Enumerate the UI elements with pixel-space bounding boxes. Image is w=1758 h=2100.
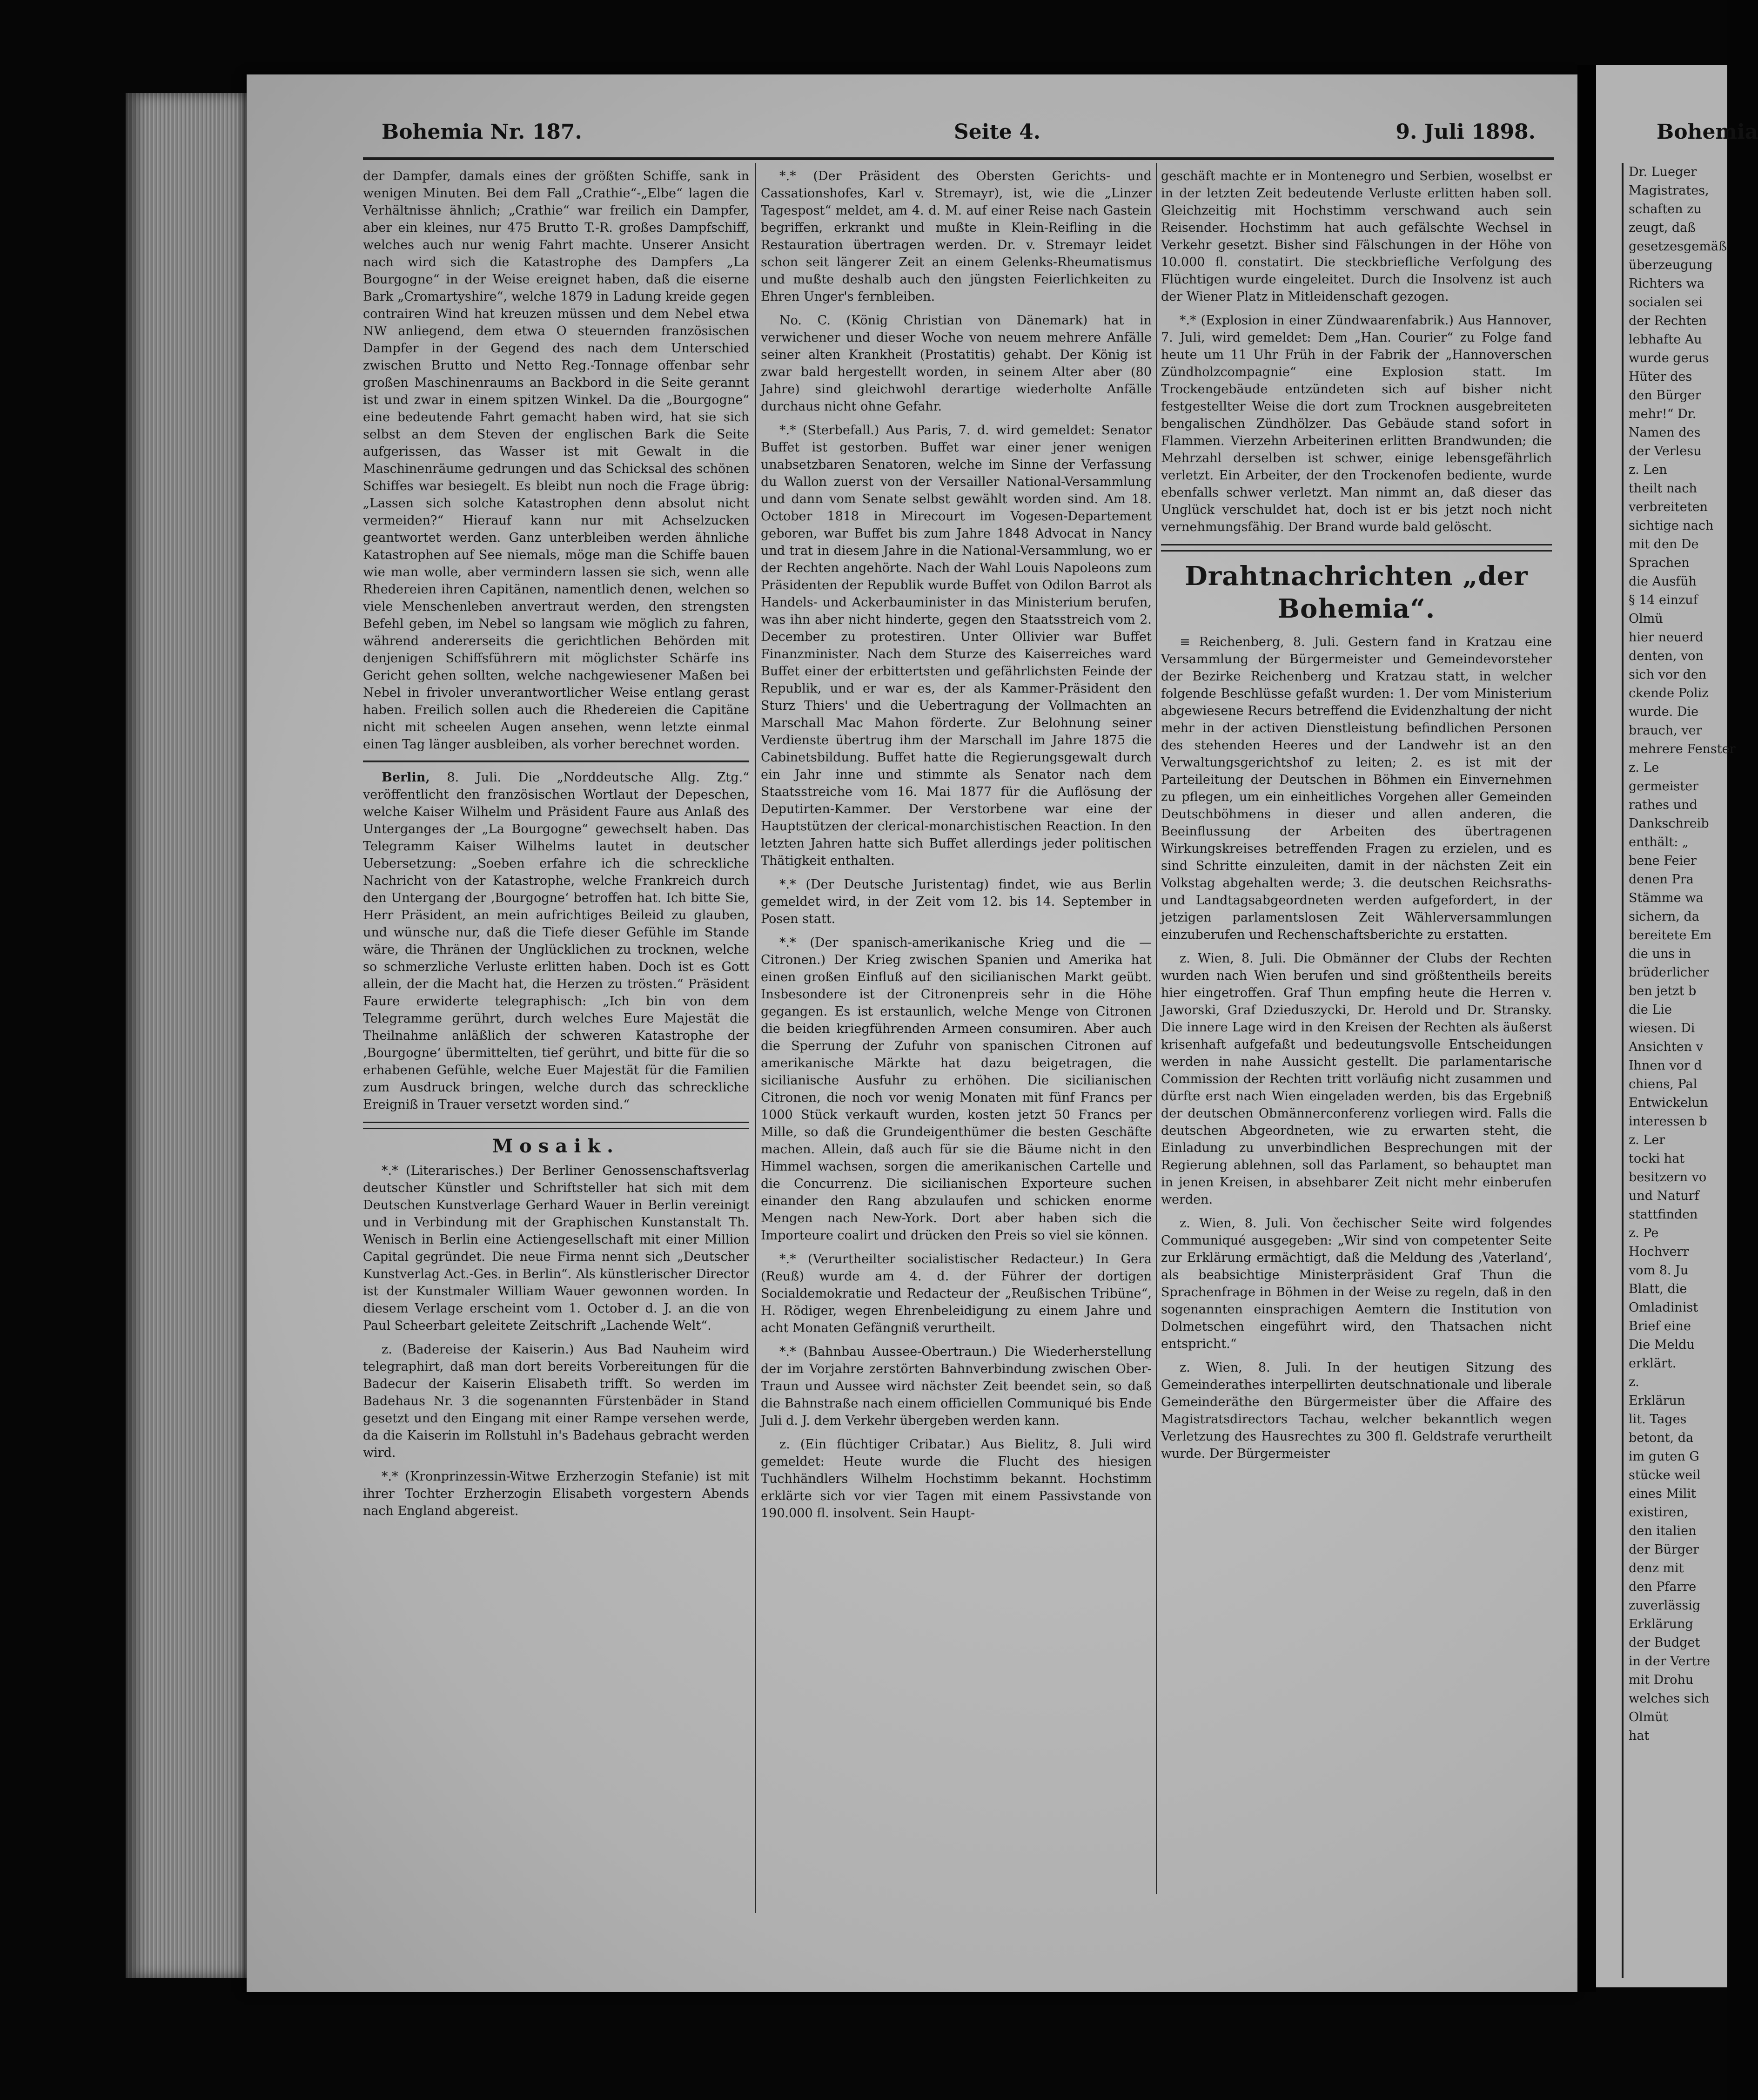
column-rule	[1156, 163, 1157, 1894]
facing-page-line: hier neuerd	[1629, 630, 1704, 645]
facing-page-line: bene Feier	[1629, 854, 1697, 868]
facing-page-line: Ihnen vor d	[1629, 1058, 1702, 1073]
article-praesident: *.* (Der Präsident des Obersten Gerichts- und Cassationshofes, Karl v. Stremayr), ist, wie die „Linzer Tagespost“ meldet, am 4. d. M. auf einer Reise nach Gastein begriffen, erkrankt und mußte in Klein-Reifling in die Restauration übertragen werden. Dr. v. Stremayr leidet schon seit längerer Zeit an einem Gelenks-Rheumatismus und mußte deshalb auch den jüngsten Feierlichkeiten zu Ehren Unger's fernbleiben.	[761, 169, 1152, 304]
facing-page-line: mit Drohu	[1629, 1673, 1694, 1687]
facing-page-line: besitzern vo	[1629, 1170, 1707, 1185]
article-kronprinzessin: *.* (Kronprinzessin-Witwe Erzherzogin Stefanie) ist mit ihrer Tochter Erzherzogin Elisabeth vorgestern Abends nach England abgereist.	[363, 1469, 749, 1518]
article-redacteur: *.* (Verurtheilter socialistischer Redacteur.) In Gera (Reuß) wurde am 4. d. der Führer der dortigen Socialdemokratie und Redacteur der „Reußischen Tribüne“, H. Rödiger, wegen Ehrenbeleidigung zu einem Jahre und acht Monaten Gefängniß verurtheilt.	[761, 1252, 1152, 1335]
facing-page-line: den Pfarre	[1629, 1580, 1697, 1594]
facing-page-line: gesetzesgemäß	[1629, 239, 1727, 254]
facing-page-line: die Lie	[1629, 1003, 1672, 1017]
article-explosion: *.* (Explosion in einer Zündwaarenfabrik.) Aus Hannover, 7. Juli, wird gemeldet: Dem „Han. Courier“ zu Folge fand heute um 11 Uhr Früh in der Fabrik der „Hannoverschen Zündholzcompagnie“ eine Explosion statt. Im Trockengebäude entzündeten sich auf bisher nicht festgestellter Weise die dort zum Trocknen ausgebreiteten bengalischen Zündhölzer. Das Gebäude stand sofort in Flammen. Vierzehn Arbeiterinen erlitten Brandwunden; die Mehrzahl derselben ist schwer, einige lebensgefährlich verletzt. Ein Arbeiter, der den Trockenofen bediente, wurde ebenfalls schwer verletzt. Man nimmt an, daß dieser das Unglück verschuldet hat, doch ist er bis jetzt noch nicht vernehmungsfähig. Der Brand wurde bald gelöscht.	[1161, 313, 1552, 534]
facing-page-line: und Naturf	[1629, 1189, 1699, 1203]
article-sterbefall: *.* (Sterbefall.) Aus Paris, 7. d. wird gemeldet: Senator Buffet ist gestorben. Buffet war einer jener wenigen unabsetzbaren Senatoren, welche im Sinne der Verfassung du Wallon zuerst von der Versailler National-Versammlung und dann vom Senate selbst gewählt worden sind. Am 18. October 1818 in Mirecourt im Vogesen-Departement geboren, war Buffet bis zum Jahre 1848 Advocat in Nancy und trat in diesem Jahre in die National-Versammlung, wo er der Rechten angehörte. Nach der Wahl Louis Napoleons zum Präsidenten der Republik wurde Buffet von Odilon Barrot als Handels- und Ackerbauminister in das Ministerium berufen, was ihn aber nicht hinderte, gegen den Staatsstreich vom 2. December zu protestiren. Unter Ollivier war Buffet Finanzminister. Nach dem Sturze des Kaiserreiches ward Buffet einer der erbittertsten und gefährlichsten Feinde der Republik, und er war es, der als Kammer-Präsident den Sturz Thiers' und die Uebertragung der Vollmachten an Marschall Mac Mahon förderte. Zur Belohnung seiner Verdienste übertrug ihm der Marschall im Jahre 1875 die Cabinetsbildung. Buffet hatte die Regierungsgewalt durch ein Jahr inne und stimmte als Senator nach dem Staatsstreiche vom 16. Mai 1877 für die Auflösung der Deputirten-Kammer. Der Verstorbene war eine der Hauptstützen der clerical-monarchistischen Reaction. In den letzten Jahren hatte sich Buffet allerdings jeder politischen Thätigkeit enthalten.	[761, 423, 1152, 868]
column-3	[1161, 168, 1552, 1469]
facing-page-line: z. Pe	[1629, 1226, 1659, 1240]
facing-page-line: erklärt.	[1629, 1356, 1677, 1371]
facing-page-line: zeugt, daß	[1629, 221, 1696, 235]
facing-page-line: sichtige nach	[1629, 518, 1714, 533]
dateline: Berlin,	[382, 770, 430, 785]
article-wien-1: z. Wien, 8. Juli. Die Obmänner der Clubs der Rechten wurden nach Wien berufen und sind größtentheils bereits hier eingetroffen. Graf Thun empfing heute die Herren v. Jaworski, Graf Dzieduszycki, Dr. Herold und Dr. Stransky. Die innere Lage wird in den Kreisen der Rechten als äußerst krisenhaft aufgefaßt und bedeutungsvolle Entscheidungen werden in nahe Aussicht gestellt. Die parlamentarische Commission der Rechten tritt vorläufig nicht zusammen und dürfte erst nach Wien eingeladen werden, bis das Ergebniß der deutschen Obmännerconferenz vorliegen wird. Falls die deutschen Abgeordneten, wie zu erwarten steht, die Einladung zu unverbindlichen Besprechungen mit der Regierung ablehnen, soll das Parlament, so behauptet man in jenen Kreisen, in absehbarer Zeit nicht mehr einberufen werden.	[1161, 951, 1552, 1207]
facing-page-line: Blatt, die	[1629, 1282, 1687, 1296]
section-rule	[1161, 544, 1552, 552]
article-badereise: z. (Badereise der Kaiserin.) Aus Bad Nauheim wird telegraphirt, daß man dort bereits Vorbereitungen für die Badecur der Kaiserin Elisabeth trifft. So werden im Badehaus Nr. 3 die sogenannten Fürstenbäder in Stand gesetzt und den Eingang mit einer Rampe versehen werde, da die Kaiserin im Rollstuhl in's Badehaus gebracht werden wird.	[363, 1342, 749, 1460]
facing-page-line: denten, von	[1629, 649, 1704, 663]
masthead-issue: Bohemia Nr. 187.	[382, 120, 582, 144]
facing-page-line: lebhafte Au	[1629, 332, 1702, 347]
facing-page-line: interessen b	[1629, 1114, 1707, 1129]
facing-page-line: brüderlicher	[1629, 965, 1709, 980]
facing-page-line: Richters wa	[1629, 276, 1704, 291]
facing-page-line: Hochverr	[1629, 1245, 1689, 1259]
facing-page-line: zuverlässig	[1629, 1598, 1701, 1613]
article-wien-2: z. Wien, 8. Juli. Von čechischer Seite wird folgendes Communiqué ausgegeben: „Wir sind von competenter Seite zur Erklärung ermächtigt, daß die Meldung des ‚Vaterland‘, als beabsichtige Ministerpräsident Graf Thun die Sprachenfrage in Böhmen in der Weise zu regeln, daß in den sogenannten einsprachigen Aemtern die Institution von Dolmetschen eingeführt wird, den Thatsachen nicht entspricht.“	[1161, 1216, 1552, 1351]
article-bahnbau: *.* (Bahnbau Aussee-Obertraun.) Die Wiederherstellung der im Vorjahre zerstörten Bahnverbindung zwischen Ober-Traun und Aussee wird nächster Zeit beendet sein, so daß die Bahnstraße nach einem officiellen Communiqué bis Ende Juli d. J. dem Verkehr übergeben werden kann.	[761, 1345, 1152, 1428]
facing-page-line: § 14 einzuf	[1629, 593, 1698, 607]
facing-page-line: Hüter des	[1629, 370, 1692, 384]
facing-page-line: der Budget	[1629, 1636, 1700, 1650]
facing-page-line: enthält: „	[1629, 835, 1689, 849]
facing-page-line: schaften zu	[1629, 202, 1702, 216]
facing-page-line: Sprachen	[1629, 556, 1690, 570]
book-gutter	[1577, 65, 1596, 1992]
facing-page-line: Ansichten v	[1629, 1040, 1703, 1054]
facing-page-line: den Bürger	[1629, 388, 1701, 403]
book-page-edges	[126, 93, 256, 1978]
column-1	[363, 168, 749, 1526]
facing-page-line: wurde. Die	[1629, 705, 1699, 719]
facing-page-line: Omladinist	[1629, 1300, 1698, 1315]
article-literary: *.* (Literarisches.) Der Berliner Genossenschaftsverlag deutscher Künstler und Schriftsteller hat sich mit dem Deutschen Kunstverlage Gerhard Wauer in Berlin vereinigt und in Verbindung mit der Graphischen Kunstanstalt Th. Wenisch in Berlin eine Actiengesellschaft mit einer Million Capital gegründet. Die neue Firma nennt sich „Deutscher Kunstverlag Act.-Ges. in Berlin“. Als künstlerischer Director ist der Kunstmaler William Wauer gewonnen worden. In diesem Verlage erscheint vom 1. October d. J. an die von Paul Scheerbart geleitete Zeitschrift „Lachende Welt“.	[363, 1164, 749, 1333]
article-berlin	[363, 769, 749, 1113]
facing-page-line: wurde gerus	[1629, 351, 1709, 365]
facing-page-line: bereitete Em	[1629, 928, 1712, 942]
facing-page-line: ckende Poliz	[1629, 686, 1709, 700]
facing-page-line: mehrere Fenster	[1629, 742, 1736, 756]
article-reichenberg: ≡ Reichenberg, 8. Juli. Gestern fand in Kratzau eine Versammlung der Bürgermeister und Gemeindevorsteher der Bezirke Reichenberg und Kratzau statt, in welcher folgende Beschlüsse gefaßt wurden: 1. Der vom Ministerium abgewiesene Recurs betreffend die Evidenzhaltung der nicht mehr in der activen Dienstleistung befindlichen Personen des stehenden Heeres und der Landwehr ist an den Verwaltungsgerichtshof zu leiten; 2. es ist mit der Parteileitung der Deutschen in Böhmen ein Einvernehmen zu pflegen, um ein einheitliches Vorgehen aller Gemeinden Deutschböhmens in dieser und allen anderen, die Beeinflussung der Arbeiten des übertragenen Wirkungskreises betreffenden Fragen zu erzielen, und es sind Schritte einzuleiten, damit in der nächsten Zeit ein Volkstag abgehalten werde; 3. die deutschen Reichsraths- und Landtagsabgeordneten werden aufgefordert, in der jetzigen parlamentslosen Zeit Wählerversammlungen einzuberufen und Rechenschaftsberichte zu erstatten.	[1161, 635, 1552, 942]
facing-page-line: der Verlesu	[1629, 444, 1702, 458]
facing-page-line: z. Le	[1629, 761, 1659, 775]
article-body: 8. Juli. Die „Norddeutsche Allg. Ztg.“ veröffentlicht den französischen Wortlaut der Depeschen, welche Kaiser Wilhelm und Präsident Faure aus Anlaß des Unterganges der „La Bourgogne“ gewechselt haben. Das Telegramm Kaiser Wilhelms lautet in deutscher Uebersetzung: „Soeben erfahre ich die schreckliche Nachricht von der Katastrophe, welche Frankreich durch den Untergang der ‚Bourgogne‘ betroffen hat. Ich bitte Sie, Herr Präsident, an mein aufrichtiges Beileid zu glauben, und wünsche nur, daß die Tiefe dieser Gefühle im Stande wäre, die Thränen der Unglücklichen zu trocknen, welche so schmerzliche Verluste erlitten haben. Doch ist es Gott allein, der die Macht hat, die Herzen zu trösten.“ Präsident Faure erwiderte telegraphisch: „Ich bin von dem Telegramme gerührt, durch welches Eure Majestät die Theilnahme anläßlich der schweren Katastrophe der ‚Bourgogne‘ übermittelten, tief gerührt, und bitte für die so erhabenen Gefühle, welche Euer Majestät für die Familien zum Ausdruck bringen, welche durch das schreckliche Ereigniß in Trauer versetzt worden sind.“	[363, 770, 749, 1112]
facing-page-line: den italien	[1629, 1524, 1697, 1538]
facing-page-line: Dr. Lueger	[1629, 165, 1697, 179]
facing-page-line: stattfinden	[1629, 1207, 1698, 1222]
facing-page-line: lit. Tages	[1629, 1412, 1687, 1427]
facing-page-line: brauch, ver	[1629, 723, 1702, 738]
facing-page-line: z. Ler	[1629, 1133, 1665, 1147]
section-rule	[363, 1122, 749, 1129]
facing-page-line: sich vor den	[1629, 667, 1707, 682]
facing-page-line: verbreiteten	[1629, 500, 1708, 514]
facing-page-line: chiens, Pal	[1629, 1077, 1698, 1091]
facing-page-line: hat	[1629, 1729, 1650, 1743]
facing-page-line: Erklärung	[1629, 1617, 1693, 1631]
facing-page-line: theilt nach	[1629, 481, 1697, 496]
article-koenig: No. C. (König Christian von Dänemark) hat in verwichener und dieser Woche von neuem mehrere Anfälle seiner alten Krankheit (Prostatitis) gehabt. Der König ist zwar bald hergestellt worden, in seinem Alter aber (80 Jahre) sind gleichwohl derartige wiederholte Anfälle durchaus nicht ohne Gefahr.	[761, 313, 1152, 414]
facing-page-line: eines Milit	[1629, 1487, 1696, 1501]
running-head	[382, 120, 1536, 153]
section-rule	[363, 761, 749, 762]
facing-page-line: die uns in	[1629, 947, 1691, 961]
facing-page-line: betont, da	[1629, 1431, 1694, 1445]
facing-page-rule	[1622, 163, 1624, 1978]
facing-page-line: die Ausfüh	[1629, 574, 1697, 589]
issue-date: 9. Juli 1898.	[1396, 120, 1536, 144]
section-heading-telegrams: Drahtnachrichten „der Bohemia“.	[1185, 561, 1528, 624]
facing-page-line: Olmüt	[1629, 1710, 1668, 1724]
facing-page-line: tocki hat	[1629, 1151, 1685, 1166]
facing-page-line: mit den De	[1629, 537, 1699, 552]
facing-page-masthead: Bohemia	[1657, 120, 1758, 144]
facing-page-line: sichern, da	[1629, 909, 1699, 924]
article-cribatar: z. (Ein flüchtiger Cribatar.) Aus Bielitz, 8. Juli wird gemeldet: Heute wurde die Flucht des hiesigen Tuchhändlers Wilhelm Hochstimm bekannt. Hochstimm erklärte sich vor vier Tagen mit einem Passivstande von 190.000 fl. insolvent. Sein Haupt-	[761, 1437, 1152, 1521]
facing-page-line: z.	[1629, 1375, 1639, 1389]
column-2	[761, 168, 1152, 1528]
facing-page-line: wiesen. Di	[1629, 1021, 1695, 1036]
facing-page-line: Brief eine	[1629, 1319, 1691, 1333]
facing-page-line: existiren,	[1629, 1505, 1689, 1520]
facing-page-line: rathes und	[1629, 798, 1698, 812]
facing-page-line: Die Meldu	[1629, 1338, 1695, 1352]
facing-page-line: z. Len	[1629, 463, 1667, 477]
facing-page-line: mehr!“ Dr.	[1629, 407, 1697, 421]
column-rule	[755, 163, 756, 1913]
facing-page-line: Erklärun	[1629, 1393, 1685, 1408]
article-juristentag: *.* (Der Deutsche Juristentag) findet, wie aus Berlin gemeldet wird, in der Zeit vom 12. bis 14. September in Posen statt.	[761, 877, 1152, 926]
page-number: Seite 4.	[954, 120, 1041, 144]
article-wien-3: z. Wien, 8. Juli. In der heutigen Sitzung des Gemeinderathes interpellirten deutschnationale und liberale Gemeinderäthe den Bürgermeister über die Affaire des Magistratsdirectors Tachau, welcher bekanntlich wegen Verletzung des Hausrechtes zu 300 fl. Geldstrafe verurtheilt wurde. Der Bürgermeister	[1161, 1360, 1552, 1461]
facing-page-line: denen Pra	[1629, 872, 1694, 887]
facing-page-line: socialen sei	[1629, 295, 1703, 310]
facing-page-line: im guten G	[1629, 1449, 1699, 1464]
facing-page-line: Magistrates,	[1629, 183, 1709, 198]
facing-page-line: welches sich	[1629, 1691, 1710, 1706]
facing-page-line: Dankschreib	[1629, 816, 1709, 831]
facing-page-line: ben jetzt b	[1629, 984, 1697, 998]
facing-page-line: Stämme wa	[1629, 891, 1704, 905]
article-continuation: der Dampfer, damals eines der größten Schiffe, sank in wenigen Minuten. Bei dem Fall „Crathie“-„Elbe“ lagen die Verhältnisse ähnlich; „Crathie“ war freilich ein Dampfer, aber ein kleines, nur 475 Brutto T.-R. großes Dampfschiff, welches auch nur wenig Fahrt machte. Unserer Ansicht nach wird sich die Katastrophe des Dampfers „La Bourgogne“ in der Weise ereignet haben, daß die eiserne Bark „Cromartyshire“, welche 1879 in Ladung kreide gegen contrairen Wind hat kreuzen müssen und dem Nebel etwa NW anliegend, dem etwa O steuernden französischen Dampfer in der Gegend des nach dem Unterschied zwischen Brutto und Netto Reg.-Tonnage offenbar sehr großen Maschinenraums an Backbord in die Seite gerannt ist und zwar in einem spitzen Winkel. Da die „Bourgogne“ eine bedeutende Fahrt gemacht haben wird, hat sie sich selbst an dem Steven der englischen Bark die Seite aufgerissen, das Wasser ist mit Gewalt in die Maschinenräume gedrungen und das Schicksal des schönen Schiffes war besiegelt. Es bleibt nun noch die Frage übrig: „Lassen sich solche Katastrophen denn absolut nicht vermeiden?“ Hierauf kann nur mit Achselzucken geantwortet werden. Ganz unterbleiben werden ähnliche Katastrophen auf See niemals, möge man die Schiffe bauen wie man wolle, aber vermindern lassen sie sich, wenn alle Rhedereien ihren Capitänen, namentlich denen, welchen so viele Menschenleben anvertraut werden, den strengsten Befehl geben, im Nebel so langsam wie möglich zu fahren, während andererseits die gerichtlichen Behörden mit denjenigen Schiffsführern mit möglichster Schärfe ins Gericht gehen sollten, welche nachgewiesener Maßen bei Nebel in frivoler unverantwortlicher Weise entlang gerast haben. Freilich sollen auch die Rhedereien die Capitäne nicht mit scheelen Augen ansehen, wenn letzte einmal einen Tag länger ausbleiben, als vorher berechnet worden.	[363, 169, 749, 752]
facing-page-line: der Rechten	[1629, 314, 1707, 328]
facing-page-line: germeister	[1629, 779, 1698, 794]
facing-page-column	[1629, 163, 1736, 1978]
article-citronen: *.* (Der spanisch-amerikanische Krieg und die — Citronen.) Der Krieg zwischen Spanien und Amerika hat einen großen Einfluß auf den sicilianischen Markt geübt. Insbesondere ist der Citronenpreis sehr in die Höhe gegangen. Es ist erstaunlich, welche Menge von Citronen die beiden kriegführenden Armeen consumiren. Aber auch die Sperrung der Zufuhr von spanischen Citronen auf amerikanische Märkte hat dazu beigetragen, die sicilianische Ausfuhr zu erhöhen. Die sicilianischen Citronen, die noch vor wenig Monaten mit fünf Francs per 1000 Stück verkauft wurden, kosten jetzt 50 Francs per Mille, so daß die Grundeigenthümer die besten Geschäfte machen. Allein, daß auch für sie die Bäume nicht in den Himmel wachsen, sorgen die amerikanischen Cartelle und die Concurrenz. Die sicilianischen Exporteure suchen einander den Rang abzulaufen und schicken enorme Mengen nach New-York. Dort aber haben sich die Importeure coalirt und drücken den Preis so viel sie können.	[761, 936, 1152, 1243]
header-rule	[363, 157, 1554, 160]
facing-page-line: stücke weil	[1629, 1468, 1701, 1482]
section-heading-mosaik: Mosaik.	[492, 1135, 620, 1157]
facing-page-line: vom 8. Ju	[1629, 1263, 1689, 1278]
facing-page-line: Olmü	[1629, 612, 1663, 626]
facing-page-line: Namen des	[1629, 425, 1701, 440]
facing-page-line: überzeugung	[1629, 258, 1713, 272]
facing-page-line: Entwickelun	[1629, 1096, 1708, 1110]
facing-page-line: denz mit	[1629, 1561, 1684, 1575]
article-continuation: geschäft machte er in Montenegro und Serbien, woselbst er in der letzten Zeit bedeutende Verluste erlitten haben soll. Gleichzeitig mit Hochstimm verschwand auch sein Reisender. Hochstimm hat auch gefälschte Wechsel in Verkehr gesetzt. Bisher sind Fälschungen in der Höhe von 10.000 fl. constatirt. Die steckbriefliche Verfolgung des Flüchtigen wurde eingeleitet. Durch die Insolvenz ist auch der Wiener Platz in Mitleidenschaft gezogen.	[1161, 169, 1552, 304]
facing-page-line: der Bürger	[1629, 1542, 1699, 1557]
facing-page-line: in der Vertre	[1629, 1654, 1710, 1669]
